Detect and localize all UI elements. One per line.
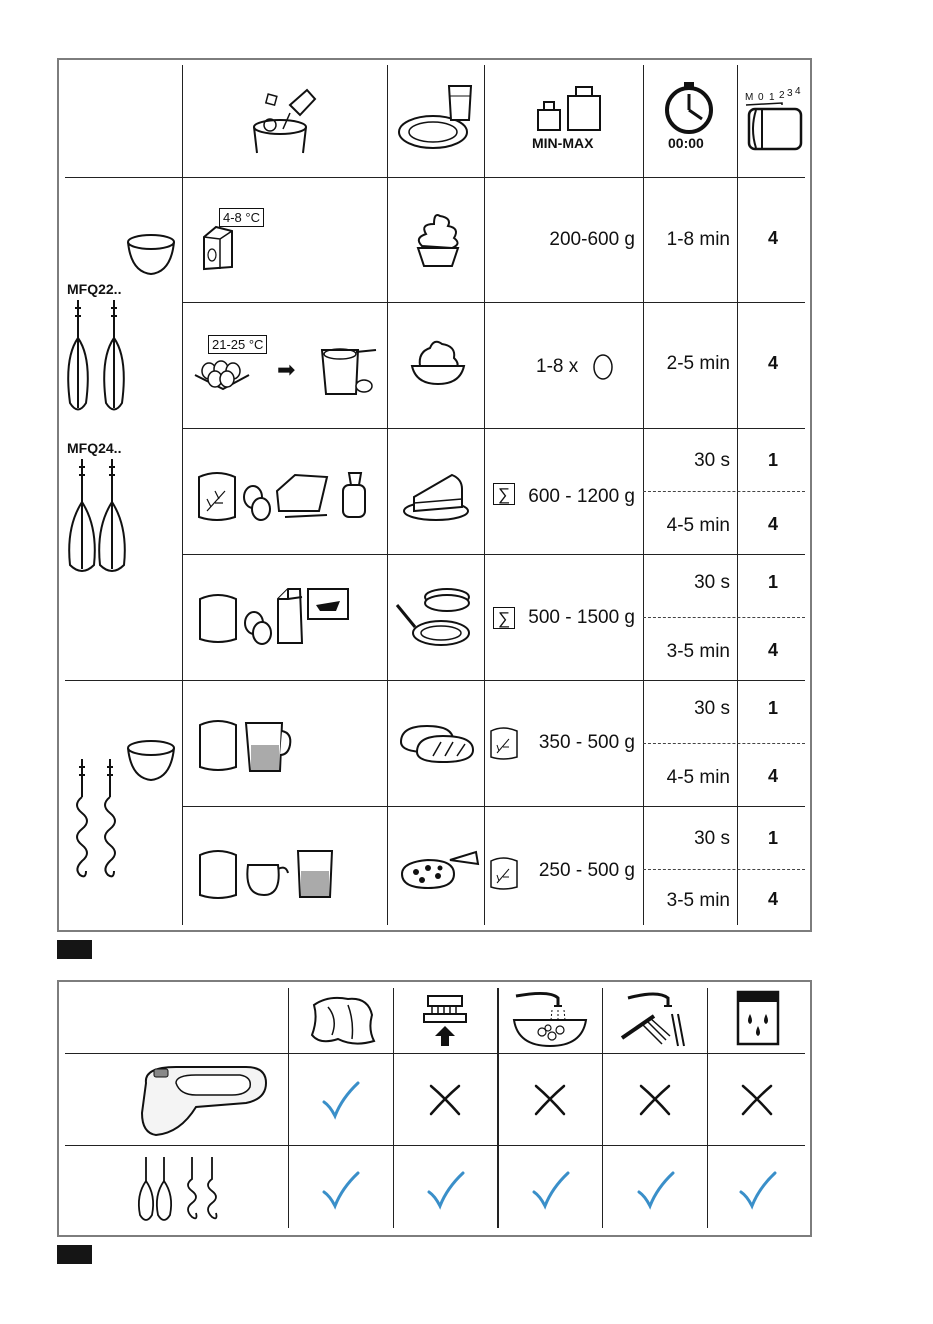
speed-value: 1 xyxy=(767,828,778,848)
flour-bag-icon xyxy=(489,855,519,891)
speed-scale-1: 1 xyxy=(769,92,775,103)
speed-scale-0: 0 xyxy=(758,92,764,103)
model-label-mfq22: MFQ22.. xyxy=(67,281,122,297)
temperature-label: 21-25 °C xyxy=(208,335,267,354)
quantity-value: 200-600 g xyxy=(549,229,635,250)
cross-icon xyxy=(635,1080,675,1120)
sink-wash-icon xyxy=(510,990,590,1050)
hand-mixer-icon xyxy=(136,1063,274,1141)
timer-icon xyxy=(660,82,720,134)
whipped-cream-icon xyxy=(412,210,464,270)
speed-value: 1 xyxy=(767,450,778,470)
time-value: 3-5 min xyxy=(666,890,730,911)
cross-icon xyxy=(737,1080,777,1120)
quantity-value: 1-8 x xyxy=(536,356,579,377)
speed-value: 1 xyxy=(767,698,778,718)
check-icon xyxy=(320,1080,360,1120)
cream-carton-icon xyxy=(200,225,236,271)
divider xyxy=(737,65,738,925)
divider xyxy=(643,65,644,925)
speed-value: 1 xyxy=(767,572,778,592)
eggs-tray-icon xyxy=(193,355,251,395)
flour-bag-icon xyxy=(489,725,519,761)
brush-icon xyxy=(420,992,470,1048)
egg-whites-bowl-icon xyxy=(410,338,466,388)
check-icon xyxy=(425,1170,465,1210)
speed-value: 4 xyxy=(767,514,778,534)
check-icon xyxy=(635,1170,675,1210)
tap-brush-icon xyxy=(618,990,688,1050)
speed-value: 4 xyxy=(767,766,778,786)
speed-scale-3: 3 xyxy=(787,88,793,99)
egg-separator-icon xyxy=(318,346,380,398)
dishwasher-icon xyxy=(736,990,780,1046)
quantity-value: 600 - 1200 g xyxy=(528,486,635,507)
model-label-mfq24: MFQ24.. xyxy=(67,440,122,456)
bowl-icon xyxy=(125,232,177,278)
divider xyxy=(484,65,485,925)
check-icon xyxy=(737,1170,777,1210)
time-header-label: 00:00 xyxy=(668,135,704,151)
time-value: 30 s xyxy=(694,698,730,719)
speed-scale-4: 4 xyxy=(795,86,801,97)
cake-ingredients-icon xyxy=(195,467,370,527)
cloth-icon xyxy=(308,995,376,1049)
time-value: 4-5 min xyxy=(666,767,730,788)
weight-header-label: MIN-MAX xyxy=(532,135,594,151)
time-value: 4-5 min xyxy=(666,515,730,536)
weights-icon xyxy=(530,84,610,134)
quantity-value: 250 - 500 g xyxy=(538,860,635,881)
time-value: 1-8 min xyxy=(666,229,730,250)
bowl-icon xyxy=(125,738,177,784)
figure-marker xyxy=(57,1245,92,1264)
time-value: 30 s xyxy=(694,450,730,471)
arrow-right-icon: ➡ xyxy=(277,357,296,382)
quantity-value: 500 - 1500 g xyxy=(528,607,635,628)
ingredients-bowl-icon xyxy=(245,85,325,160)
speed-value: 4 xyxy=(767,889,778,909)
attachments-icon xyxy=(136,1155,228,1227)
dough-hook-pair-icon xyxy=(70,757,130,882)
cross-icon xyxy=(425,1080,465,1120)
bread-loaves-icon xyxy=(397,722,477,766)
cake-slice-icon xyxy=(400,467,472,523)
egg-icon xyxy=(592,352,614,382)
pizza-icon xyxy=(398,848,480,890)
time-value: 3-5 min xyxy=(666,641,730,662)
whisk-pair-icon xyxy=(66,457,136,579)
plate-glass-icon xyxy=(397,82,477,152)
sigma-icon: ∑ xyxy=(493,607,515,629)
time-value: 30 s xyxy=(694,572,730,593)
flour-oil-water-icon xyxy=(196,845,336,901)
time-value: 30 s xyxy=(694,828,730,849)
figure-marker xyxy=(57,940,92,959)
speed-scale-m: M xyxy=(745,92,754,103)
time-value: 2-5 min xyxy=(666,353,730,374)
divider xyxy=(182,65,183,925)
speed-scale-2: 2 xyxy=(779,90,785,101)
pancake-ingredients-icon xyxy=(196,585,356,647)
whisk-pair-icon xyxy=(66,298,136,420)
divider xyxy=(387,65,388,925)
flour-water-icon xyxy=(196,715,292,775)
speed-value: 4 xyxy=(767,640,778,660)
cross-icon xyxy=(530,1080,570,1120)
speed-value: 4 xyxy=(767,228,778,248)
speed-value: 4 xyxy=(767,353,778,373)
temperature-label: 4-8 °C xyxy=(219,208,264,227)
check-icon xyxy=(530,1170,570,1210)
pancake-pan-icon xyxy=(395,583,475,653)
sigma-icon: ∑ xyxy=(493,483,515,505)
check-icon xyxy=(320,1170,360,1210)
quantity-value: 350 - 500 g xyxy=(538,732,635,753)
speed-switch-icon xyxy=(746,103,806,151)
speed-scale xyxy=(745,88,805,102)
